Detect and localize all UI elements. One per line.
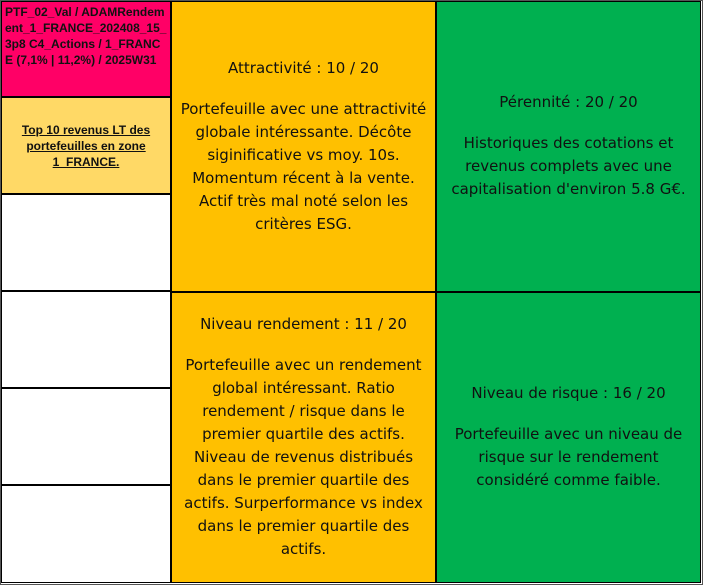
perennite-card	[436, 1, 701, 292]
rendement-text: Portefeuille avec un rendement global intéressant. Ratio rendement / risque dans le premier quartile des actifs. Niveau de revenus distribués dans le premier quartile des actifs. Surperformance vs index dans le premier quartile des actifs.	[184, 356, 423, 558]
portfolio-tag: PTF_02_Val / ADAMRendement_1_FRANCE_202408_15_3p8 C4_Actions / 1_FRANCE (7,1% | 11,2%) / 2025W31	[1, 1, 171, 97]
attractivite-title: Attractivité : 10 / 20	[228, 58, 379, 77]
empty-cell	[1, 388, 171, 485]
risque-text: Portefeuille avec un niveau de risque sur le rendement considéré comme faible.	[454, 425, 683, 489]
rendement-card	[171, 292, 436, 583]
empty-cell	[1, 194, 171, 291]
empty-cell	[1, 291, 171, 388]
empty-cell	[1, 485, 171, 583]
top10-link-label: Top 10 revenus LT des portefeuilles en zone 1_FRANCE.	[21, 122, 151, 169]
rendement-title: Niveau rendement : 11 / 20	[200, 315, 407, 333]
perennite-title: Pérennité : 20 / 20	[499, 93, 638, 111]
top10-link[interactable]	[1, 97, 171, 194]
attractivite-text: Portefeuille avec une attractivité globale intéressante. Décôte siginificative vs moy. 10s. Momentum récent à la vente. Actif très mal noté selon les critères ESG.	[180, 99, 427, 233]
risque-card	[436, 292, 701, 583]
perennite-text: Historiques des cotations et revenus complets avec une capitalisation d'environ 5.8 G€.	[451, 134, 686, 198]
risque-title: Niveau de risque : 16 / 20	[471, 384, 666, 402]
attractivite-card	[171, 1, 436, 292]
